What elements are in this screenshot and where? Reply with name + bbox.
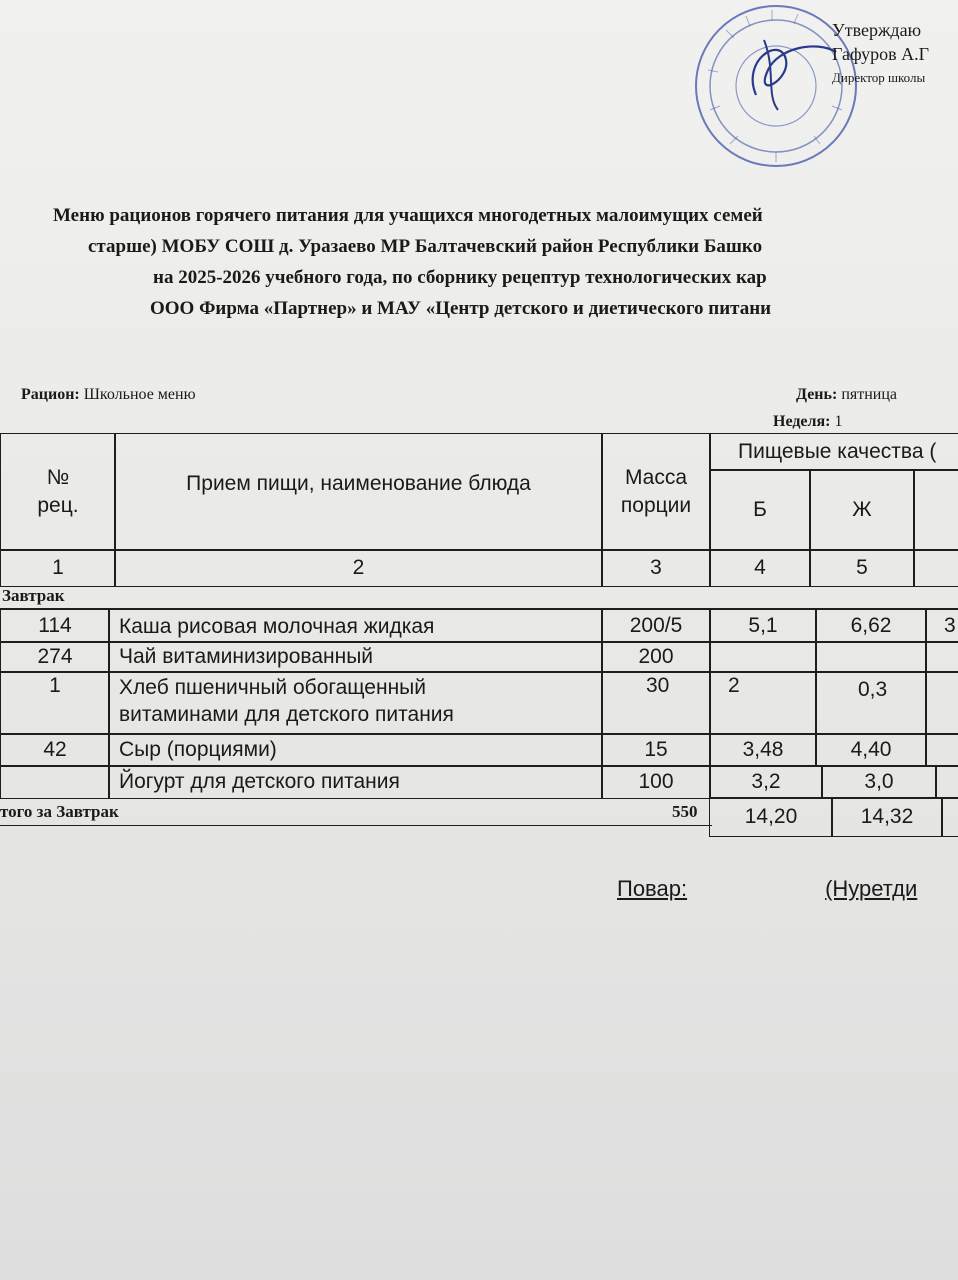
header-zh	[809, 469, 915, 551]
header-b	[709, 469, 811, 551]
title-line: ООО Фирма «Партнер» и МАУ «Центр детского и диетического питани	[150, 298, 772, 319]
table-row-name-line: витаминами для детского питания	[119, 703, 454, 726]
table-row-zh: 6,62	[815, 609, 927, 643]
header-dish-text: Прием пищи, наименование блюда	[186, 472, 531, 495]
total-zh: 14,32	[831, 797, 943, 837]
header-nutrition	[709, 433, 958, 471]
table-row-rec: 114	[0, 609, 110, 643]
header-zh-text: Ж	[852, 498, 872, 521]
col-number: 2	[114, 549, 603, 587]
header-nutrition-text: Пищевые качества (	[738, 440, 937, 463]
table-row-b: 5,1	[709, 609, 817, 643]
table-row-extra	[925, 671, 958, 735]
cook-name: (Нуретди	[825, 876, 918, 901]
col-number: 1	[0, 549, 116, 587]
table-row-extra	[935, 765, 958, 799]
table-row-b: 3,48	[709, 733, 817, 767]
total-label: того за Завтрак	[0, 802, 119, 821]
table-row-rec: 274	[0, 641, 110, 673]
header-dish	[114, 433, 603, 551]
header-extra	[913, 469, 958, 551]
ration-label: Рацион:	[21, 386, 80, 403]
total-b: 14,20	[709, 797, 833, 837]
cook-signature-line	[617, 876, 917, 902]
header-rec	[0, 433, 116, 551]
ration-value: Школьное меню	[83, 386, 196, 403]
table-row-b: 3,2	[709, 765, 823, 799]
section-breakfast: Завтрак	[2, 586, 65, 605]
table-row-rec	[0, 765, 110, 799]
table-row-mass: 15	[601, 733, 711, 767]
table-row-zh	[815, 641, 927, 673]
cook-label: Повар:	[617, 876, 688, 901]
approval-director-name: Гафуров А.Г	[832, 44, 930, 64]
table-row-zh: 3,0	[821, 765, 937, 799]
col-number	[913, 549, 958, 587]
col-number: 4	[709, 549, 811, 587]
table-row-b: 2	[709, 671, 817, 735]
ration-info	[21, 386, 196, 404]
header-rec-text: № рец.	[37, 466, 79, 517]
title-line: Меню рационов горячего питания для учащихся многодетных малоимущих семей	[53, 205, 763, 226]
approval-line: Утверждаю	[832, 20, 922, 40]
table-row-rec: 42	[0, 733, 110, 767]
table-row-rec: 1	[0, 671, 110, 735]
week-label: Неделя:	[773, 413, 831, 430]
col-number: 5	[809, 549, 915, 587]
title-line: старше) МОБУ СОШ д. Уразаево МР Балтачевский район Республики Башко	[88, 236, 763, 257]
table-row-name	[108, 671, 603, 735]
total-underline	[0, 825, 712, 826]
week-info	[773, 413, 843, 431]
table-row-mass: 30	[601, 671, 711, 735]
table-row-zh: 4,40	[815, 733, 927, 767]
approval-block	[832, 18, 958, 90]
table-row-extra	[925, 641, 958, 673]
col-number: 3	[601, 549, 711, 587]
day-info	[796, 386, 897, 404]
table-row-name: Сыр (порциями)	[108, 733, 603, 767]
title-line: на 2025-2026 учебного года, по сборнику рецептур технологических кар	[153, 267, 767, 288]
table-row-name: Чай витаминизированный	[108, 641, 603, 673]
table-row-extra	[925, 733, 958, 767]
day-value: пятница	[841, 386, 898, 403]
table-row-name: Каша рисовая молочная жидкая	[108, 609, 603, 643]
total-extra	[941, 797, 958, 837]
table-row-mass: 200	[601, 641, 711, 673]
week-value: 1	[834, 413, 843, 430]
table-row-mass: 100	[601, 765, 711, 799]
table-row-zh: 0,3	[815, 671, 927, 735]
header-b-text: Б	[753, 498, 767, 521]
table-row-b	[709, 641, 817, 673]
table-row-name: Йогурт для детского питания	[108, 765, 603, 799]
header-mass	[601, 433, 711, 551]
table-row-name-line: Хлеб пшеничный обогащенный	[119, 676, 426, 699]
approval-position: Директор школы	[832, 70, 926, 85]
table-row-extra: 3	[925, 609, 958, 643]
table-row-mass: 200/5	[601, 609, 711, 643]
header-mass-text: Масса порции	[620, 466, 692, 517]
menu-table	[0, 433, 958, 833]
total-mass: 550	[672, 802, 698, 821]
day-label: День:	[796, 386, 838, 403]
